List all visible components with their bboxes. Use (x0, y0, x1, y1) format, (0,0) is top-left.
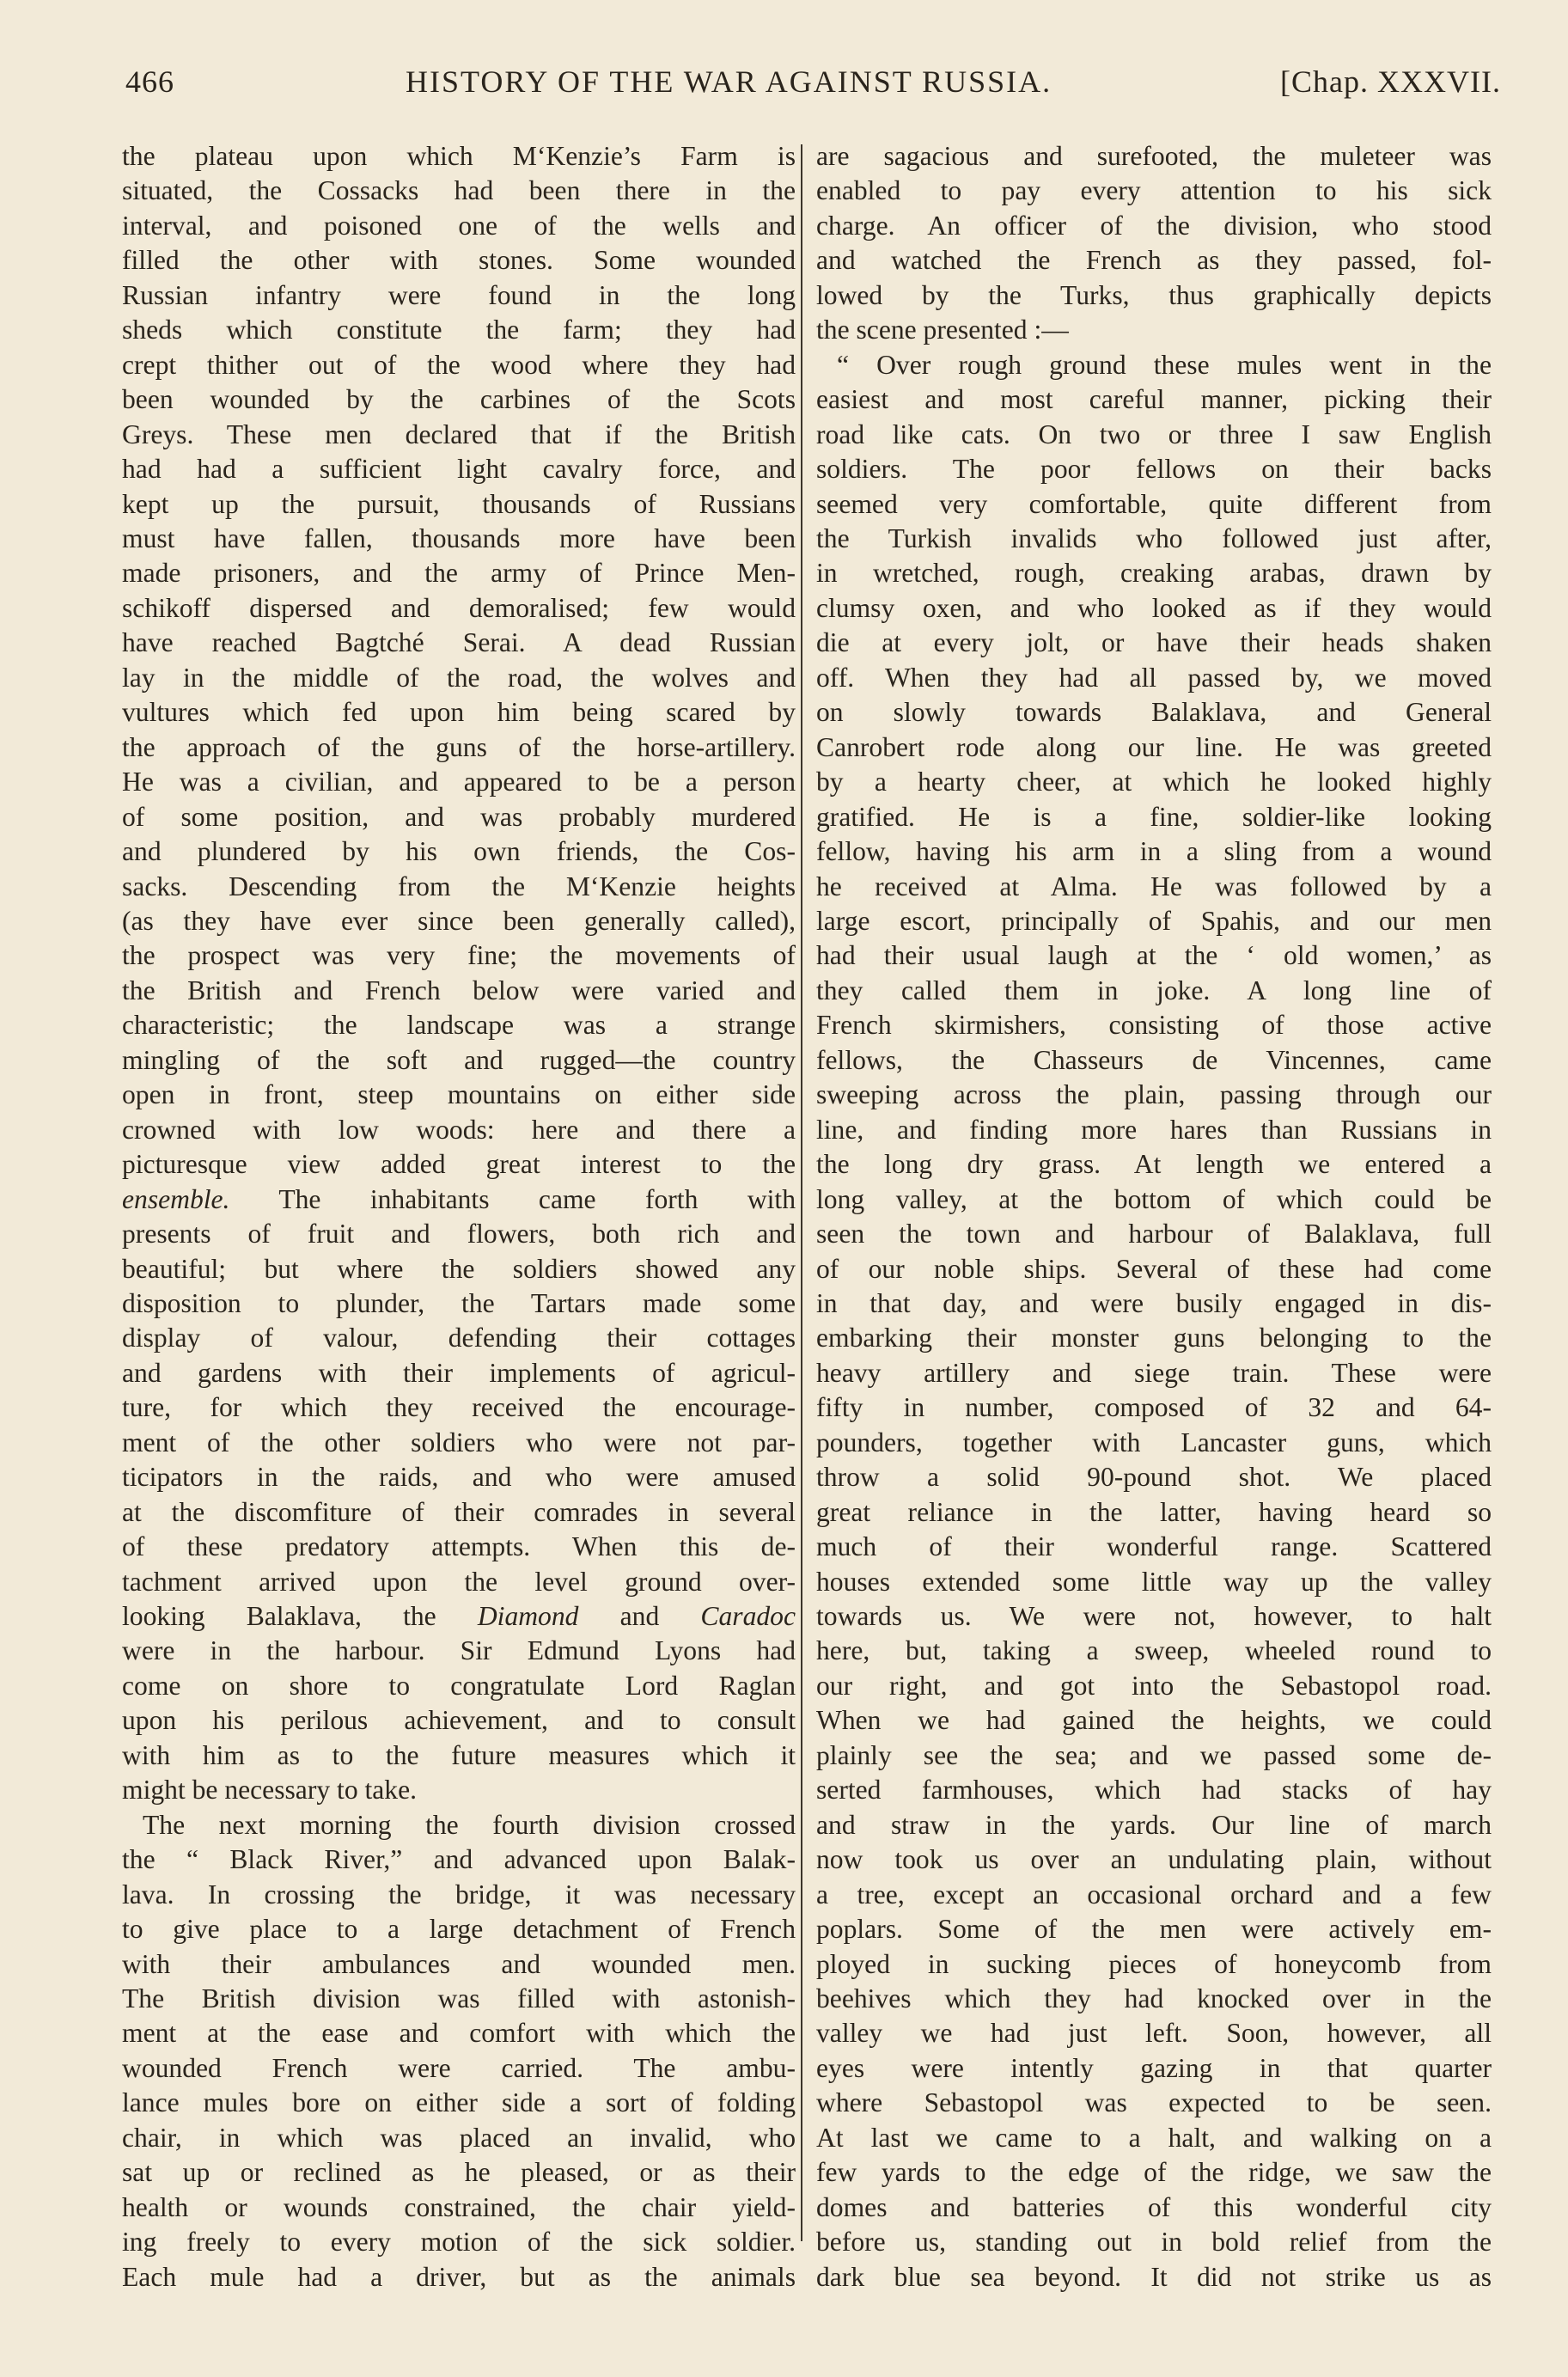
text-line: picturesque view added great interest to the (122, 1149, 796, 1180)
text-line: ing freely to every motion of the sick soldier. (122, 2227, 796, 2258)
text-line: sweeping across the plain, passing through our (816, 1079, 1492, 1110)
text-line (122, 1599, 796, 1634)
text-line: great reliance in the latter, having heard so (816, 1496, 1492, 1527)
text-line: few yards to the edge of the ridge, we saw the (816, 2157, 1492, 2188)
left-column (122, 139, 796, 2295)
text-line: on slowly towards Balaklava, and General (816, 697, 1492, 728)
text-line: “ Over rough ground these mules went in the (837, 349, 1492, 380)
text-line: now took us over an undulating plain, without (816, 1844, 1492, 1875)
text-line: ment of the other soldiers who were not par- (122, 1427, 796, 1457)
text-line: must have fallen, thousands more have been (122, 522, 796, 553)
text-line: disposition to plunder, the Tartars made some (122, 1287, 796, 1318)
text-line: the Turkish invalids who followed just after, (816, 522, 1492, 553)
text-line: crowned with low woods: here and there a (122, 1114, 796, 1145)
text-line: seemed very comfortable, quite different from (816, 488, 1492, 519)
ship-name: Diamond (477, 1601, 579, 1632)
text-line: kept up the pursuit, thousands of Russians (122, 488, 796, 519)
text-line: beehives which they had knocked over in the (816, 1983, 1492, 2014)
text-line: had their usual laugh at the ‘ old women,’ as (816, 940, 1492, 971)
text-line: the “ Black River,” and advanced upon Balak- (122, 1844, 796, 1875)
text-line: at the discomfiture of their comrades in several (122, 1496, 796, 1527)
text-line: here, but, taking a sweep, wheeled round to (816, 1635, 1492, 1666)
text-line: of these predatory attempts. When this de- (122, 1531, 796, 1562)
text-line: houses extended some little way up the valley (816, 1566, 1492, 1597)
text-line: French skirmishers, consisting of those active (816, 1010, 1492, 1041)
text-line: of some position, and was probably murdered (122, 801, 796, 832)
text-line: and watched the French as they passed, fol- (816, 245, 1492, 276)
text-line: clumsy oxen, and who looked as if they would (816, 592, 1492, 623)
text-line: fellows, the Chasseurs de Vincennes, came (816, 1044, 1492, 1075)
text-line: where Sebastopol was expected to be seen. (816, 2087, 1492, 2118)
column-divider (801, 144, 802, 2241)
text-line: sat up or reclined as he pleased, or as their (122, 2157, 796, 2188)
text-line: interval, and poisoned one of the wells and (122, 210, 796, 241)
text-line: road like cats. On two or three I saw English (816, 419, 1492, 449)
text-line: to give place to a large detachment of French (122, 1914, 796, 1945)
text-line: sheds which constitute the farm; they had (122, 315, 796, 345)
text-line: had had a sufficient light cavalry force, and (122, 454, 796, 485)
text-line: lance mules bore on either side a sort of folding (122, 2087, 796, 2118)
text-line: embarking their monster guns belonging to the (816, 1323, 1492, 1353)
text-line: situated, the Cossacks had been there in the (122, 175, 796, 206)
text-line: chair, in which was placed an invalid, who (122, 2122, 796, 2153)
text-line: soldiers. The poor fellows on their backs (816, 454, 1492, 485)
text-line: with their ambulances and wounded men. (122, 1948, 796, 1979)
text-line: die at every jolt, or have their heads shaken (816, 627, 1492, 658)
text-line: he received at Alma. He was followed by a (816, 871, 1492, 901)
paragraph (122, 1808, 796, 2295)
paragraph (816, 139, 1492, 348)
text-line: gratified. He is a fine, soldier-like looking (816, 801, 1492, 832)
text-line: the prospect was very fine; the movements of (122, 940, 796, 971)
text-line: and straw in the yards. Our line of march (816, 1809, 1492, 1840)
text-line: dark blue sea beyond. It did not strike us as (816, 2261, 1492, 2292)
text-span: The inhabitants came forth with (278, 1183, 796, 1214)
text-line: beautiful; but where the soldiers showed any (122, 1253, 796, 1284)
text-line: before us, standing out in bold relief from the (816, 2227, 1492, 2258)
text-line: in that day, and were busily engaged in dis- (816, 1287, 1492, 1318)
text-line: made prisoners, and the army of Prince Men- (122, 558, 796, 589)
text-line: the long dry grass. At length we entered a (816, 1149, 1492, 1180)
text-line: they called them in joke. A long line of (816, 975, 1492, 1005)
text-line: plainly see the sea; and we passed some de- (816, 1739, 1492, 1770)
text-line: with him as to the future measures which it (122, 1739, 796, 1770)
paragraph (122, 139, 796, 1808)
text-line: The British division was filled with astonish- (122, 1983, 796, 2014)
text-line: He was a civilian, and appeared to be a person (122, 767, 796, 797)
text-line: have reached Bagtché Serai. A dead Russian (122, 627, 796, 658)
text-line: eyes were intently gazing in that quarter (816, 2052, 1492, 2083)
text-line: towards us. We were not, however, to halt (816, 1601, 1492, 1632)
text-line: are sagacious and surefooted, the muleteer was (816, 141, 1492, 171)
text-line: vultures which fed upon him being scared by (122, 697, 796, 728)
text-line: characteristic; the landscape was a strange (122, 1010, 796, 1041)
text-line: serted farmhouses, which had stacks of hay (816, 1775, 1492, 1806)
text-line: presents of fruit and flowers, both rich and (122, 1219, 796, 1250)
text-line: the British and French below were varied and (122, 975, 796, 1005)
text-line: much of their wonderful range. Scattered (816, 1531, 1492, 1562)
text-line: line, and finding more hares than Russians in (816, 1114, 1492, 1145)
text-line: ment at the ease and comfort with which the (122, 2018, 796, 2049)
text-line: Canrobert rode along our line. He was greeted (816, 731, 1492, 762)
text-line: the scene presented :— (816, 315, 1069, 345)
text-line (122, 1182, 796, 1217)
text-line: of our noble ships. Several of these had come (816, 1253, 1492, 1284)
text-line: fifty in number, composed of 32 and 64- (816, 1392, 1492, 1423)
text-line: and plundered by his own friends, the Cos- (122, 836, 796, 867)
text-line: lowed by the Turks, thus graphically depicts (816, 279, 1492, 310)
text-line: fellow, having his arm in a sling from a wound (816, 836, 1492, 867)
text-line: heavy artillery and siege train. These were (816, 1357, 1492, 1388)
text-line: long valley, at the bottom of which could be (816, 1183, 1492, 1214)
text-line: were in the harbour. Sir Edmund Lyons had (122, 1635, 796, 1666)
running-title: HISTORY OF THE WAR AGAINST RUSSIA. (406, 64, 1052, 99)
text-line: the approach of the guns of the horse-artillery. (122, 731, 796, 762)
text-line: ture, for which they received the encourage- (122, 1392, 796, 1423)
text-line: filled the other with stones. Some wounded (122, 245, 796, 276)
text-line: When we had gained the heights, we could (816, 1705, 1492, 1736)
text-line: our right, and got into the Sebastopol road. (816, 1670, 1492, 1701)
italic-word: ensemble. (122, 1183, 230, 1214)
text-line: ticipators in the raids, and who were amused (122, 1462, 796, 1493)
text-line: Russian infantry were found in the long (122, 279, 796, 310)
text-line: might be necessary to take. (122, 1775, 418, 1806)
text-line: At last we came to a halt, and walking on a (816, 2122, 1492, 2153)
text-line: Each mule had a driver, but as the animals (122, 2261, 796, 2292)
text-line: sacks. Descending from the M‘Kenzie heights (122, 871, 796, 901)
text-line: and gardens with their implements of agricul- (122, 1357, 796, 1388)
text-line: charge. An officer of the division, who stood (816, 210, 1492, 241)
text-line: in wretched, rough, creaking arabas, drawn by (816, 558, 1492, 589)
text-line: valley we had just left. Soon, however, all (816, 2018, 1492, 2049)
text-line: been wounded by the carbines of the Scots (122, 384, 796, 415)
text-line: open in front, steep mountains on either side (122, 1079, 796, 1110)
text-line: enabled to pay every attention to his sick (816, 175, 1492, 206)
text-line: lay in the middle of the road, the wolves and (122, 662, 796, 693)
ship-name: Caradoc (700, 1601, 796, 1632)
text-span: and (619, 1601, 660, 1632)
page-number: 466 (125, 64, 174, 99)
text-line: display of valour, defending their cottages (122, 1323, 796, 1353)
page-header (125, 64, 1501, 112)
text-line: health or wounds constrained, the chair yield- (122, 2191, 796, 2222)
text-line: throw a solid 90-pound shot. We placed (816, 1462, 1492, 1493)
text-line: mingling of the soft and rugged—the country (122, 1044, 796, 1075)
text-line: lava. In crossing the bridge, it was necessary (122, 1879, 796, 1910)
text-span: looking Balaklava, the (122, 1601, 436, 1632)
chapter-label: [Chap. XXXVII. (1280, 64, 1501, 99)
text-line: Greys. These men declared that if the British (122, 419, 796, 449)
text-line: come on shore to congratulate Lord Raglan (122, 1670, 796, 1701)
text-line: tachment arrived upon the level ground over- (122, 1566, 796, 1597)
paragraph (816, 348, 1492, 2295)
text-line: seen the town and harbour of Balaklava, full (816, 1219, 1492, 1250)
text-line: by a hearty cheer, at which he looked highly (816, 767, 1492, 797)
text-line: the plateau upon which M‘Kenzie’s Farm is (122, 141, 796, 171)
text-line: large escort, principally of Spahis, and our men (816, 905, 1492, 936)
right-column (816, 139, 1492, 2295)
text-line: The next morning the fourth division crossed (143, 1809, 796, 1840)
text-line: schikoff dispersed and demoralised; few would (122, 592, 796, 623)
text-line: a tree, except an occasional orchard and a few (816, 1879, 1492, 1910)
text-line: ployed in sucking pieces of honeycomb from (816, 1948, 1492, 1979)
text-line: upon his perilous achievement, and to consult (122, 1705, 796, 1736)
text-line: (as they have ever since been generally called), (122, 905, 796, 936)
text-line: pounders, together with Lancaster guns, which (816, 1427, 1492, 1457)
text-line: domes and batteries of this wonderful city (816, 2191, 1492, 2222)
text-line: easiest and most careful manner, picking their (816, 384, 1492, 415)
text-line: wounded French were carried. The ambu- (122, 2052, 796, 2083)
text-line: crept thither out of the wood where they had (122, 349, 796, 380)
text-line: poplars. Some of the men were actively em- (816, 1914, 1492, 1945)
text-line: off. When they had all passed by, we moved (816, 662, 1492, 693)
